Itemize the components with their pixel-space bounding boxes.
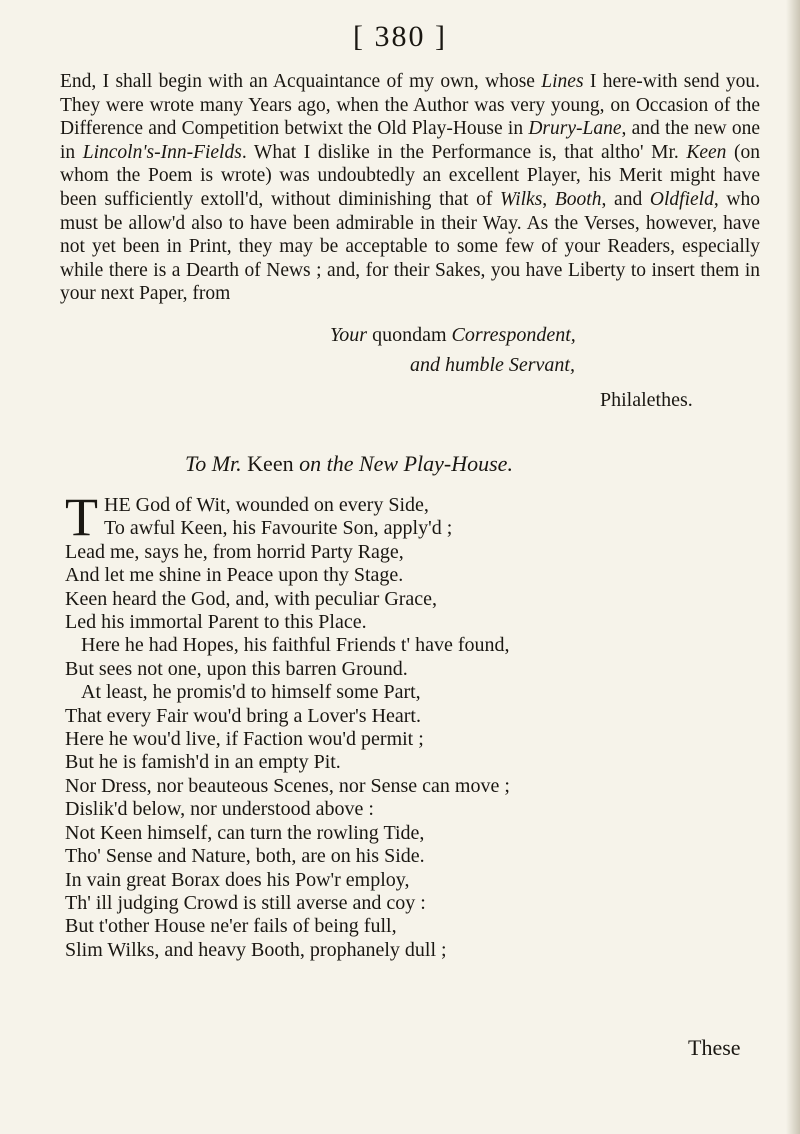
poem-line: Lead me, says he, from horrid Party Rage, [65,540,404,563]
letter-signature: Philalethes. [600,389,693,411]
poem-line: And let me shine in Peace upon thy Stage. [65,564,404,587]
poem-line: Tho' Sense and Nature, both, are on his Side. [65,845,425,868]
poem-line: To awful Keen, his Favourite Son, apply'd ; [104,517,453,540]
letter-closing-line-1: Your quondam Correspondent, [330,324,576,346]
poem-line: In vain great Borax does his Pow'r employ, [65,868,410,891]
poem-line: Keen heard the God, and, with peculiar Grace, [65,587,438,610]
poem-line: Slim Wilks, and heavy Booth, prophanely dull ; [65,938,447,961]
catchword: These [688,1035,741,1060]
poem-line: Th' ill judging Crowd is still averse and coy : [65,891,426,914]
poem-line: Not Keen himself, can turn the rowling Tide, [65,821,425,844]
letter-paragraph: End, I shall begin with an Acquaintance of my own, whose Lines I here-with send you. They were wrote many Years ago, when the Author was very young, on Occasion of the Difference and Competition betwixt the Old Play-House in Drury-Lane, and the new one in Lincoln's-Inn-Fields. What I dislike in the Performance is, that altho' Mr. Keen (on whom the Poem is wrote) was undoubtedly an excellent Player, his Merit might have been sufficiently extoll'd, without diminishing that of Wilks, Booth, and Oldfield, who must be allow'd also to have been admirable in their Way. As the Verses, however, have not yet been in Print, they may be acceptable to some few of your Readers, especially while there is a Dearth of News ; and, for their Sakes, you have Liberty to insert them in your next Paper, from [60,71,761,305]
poem-line: But sees not one, upon this barren Ground. [65,657,408,680]
poem-line: That every Fair wou'd bring a Lover's Heart. [65,704,421,727]
poem-line: Led his immortal Parent to this Place. [65,611,367,634]
letter-closing-line-2: and humble Servant, [410,354,575,376]
poem-title: To Mr. Keen on the New Play-House. [185,451,513,476]
page-number: [ 380 ] [353,20,447,53]
poem-line: HE God of Wit, wounded on every Side, [104,494,429,516]
poem-line: Here he had Hopes, his faithful Friends t' have found, [81,634,510,657]
page-edge-shadow [786,0,800,1134]
poem-line: Dislik'd below, nor understood above : [65,798,374,821]
drop-cap: T [65,487,98,547]
poem-line: Here he wou'd live, if Faction wou'd permit ; [65,728,424,751]
poem-line: At least, he promis'd to himself some Part, [81,681,421,704]
poem-line: But he is famish'd in an empty Pit. [65,751,341,774]
poem-body [65,487,765,962]
letter-body [60,70,760,306]
poem-line: But t'other House ne'er fails of being full, [65,915,397,938]
poem-line: Nor Dress, nor beauteous Scenes, nor Sense can move ; [65,774,510,797]
